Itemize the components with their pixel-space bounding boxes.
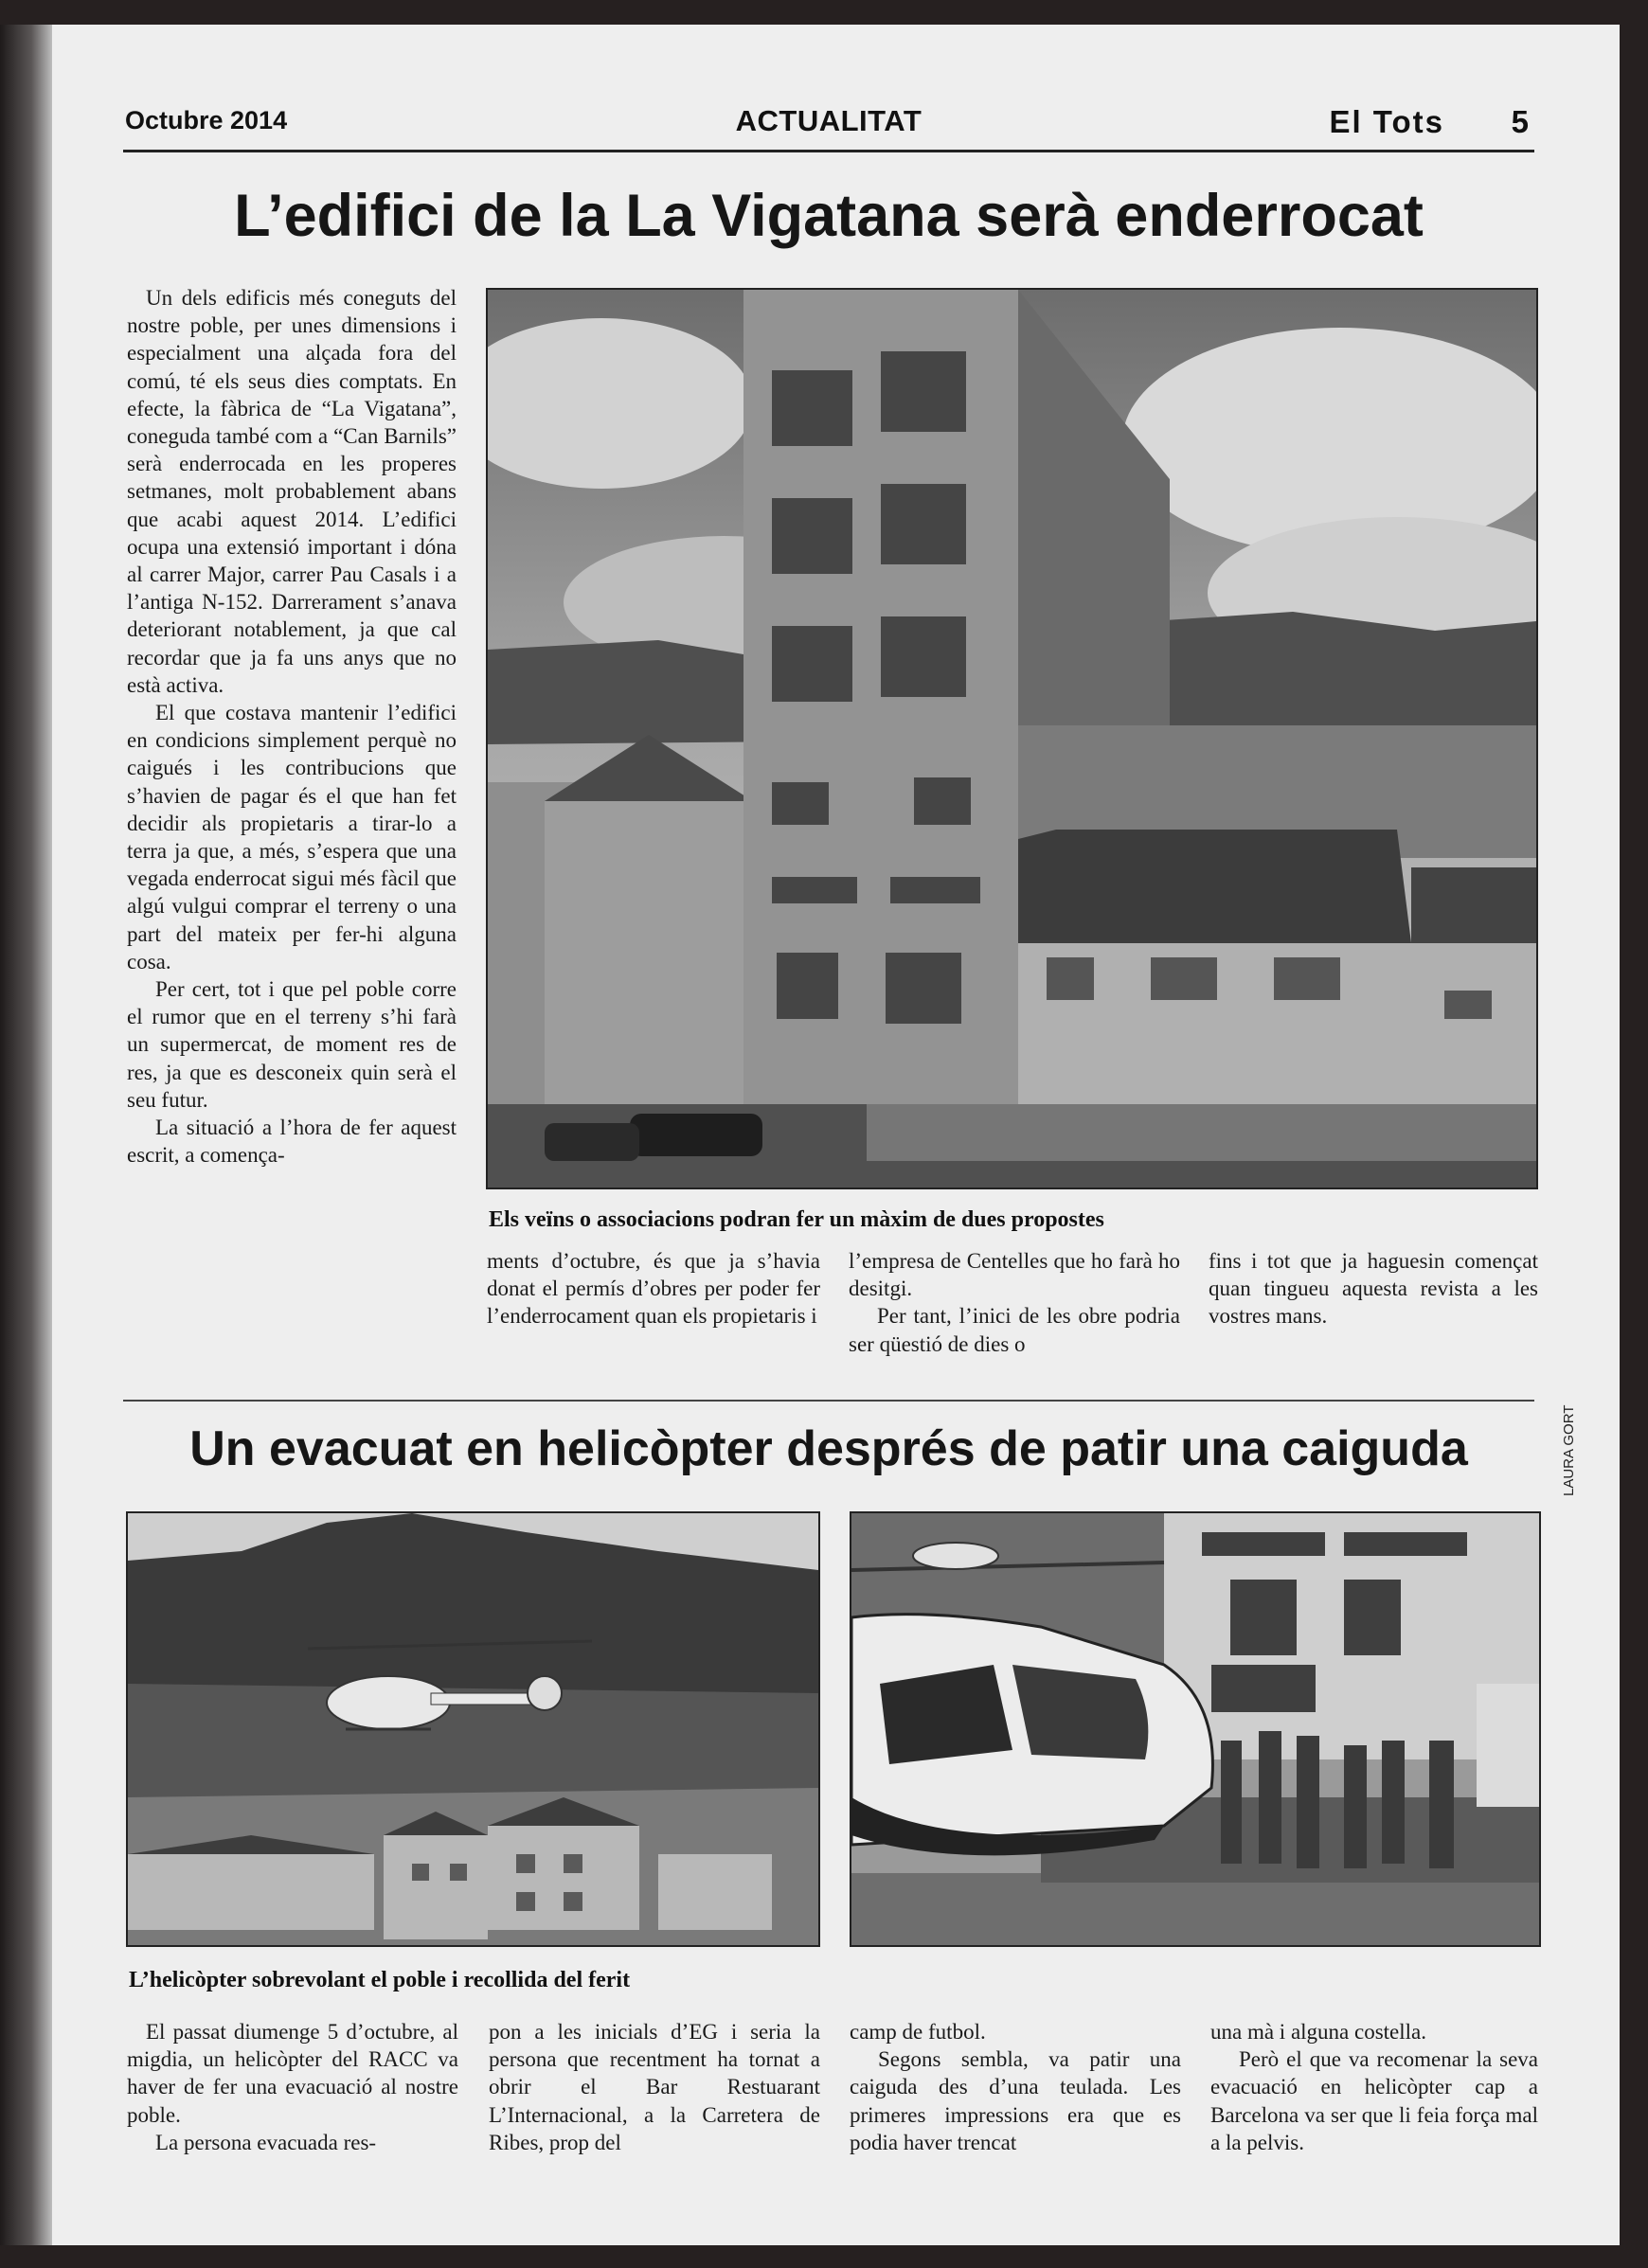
article2-headline: Un evacuat en helicòpter després de patir una caiguda	[189, 1421, 1468, 1476]
article2-column-2	[489, 2018, 820, 2156]
article1-paragraph: Un dels edificis més coneguts del nostre poble, per unes dimensions i especialment una alçada fora del comú, té els seus dies comptats. En efecte, la fàbrica de “La Vigatana”, coneguda també com a “Can Barnils” serà enderrocada en les properes setmanes, molt probablement abans que acabi aquest 2014. L’edifici ocupa una extensió important i dóna al carrer Major, carrer Pau Casals i a l’antiga N-152. Darrerament s’anava deteriorant notablement, ja que cal recordar que ja fa uns anys que no està activa.	[127, 286, 457, 697]
article1-paragraph: Per tant, l’inici de les obre podria ser qüestió de dies o	[849, 1304, 1180, 1356]
building-photo	[486, 288, 1538, 1189]
article1-column-3	[849, 1247, 1180, 1358]
article2-column-3	[850, 2018, 1181, 2156]
photo-credit: LAURA GORT	[1561, 1404, 1577, 1496]
article1-paragraph: fins i tot que ja haguesin començat quan tingueu aquesta revista a les vostres mans.	[1209, 1249, 1538, 1329]
article2-column-1	[127, 2018, 458, 2156]
header-divider	[123, 150, 1534, 152]
article-divider	[123, 1400, 1534, 1402]
article1-paragraph: ments d’octubre, és que ja s’havia donat el permís d’obres per poder fer l’enderrocament quan els propietaris i	[487, 1249, 820, 1329]
section-title: ACTUALITAT	[735, 104, 923, 137]
issue-date: Octubre 2014	[125, 106, 288, 134]
rescue-team-photo	[850, 1511, 1541, 1947]
article2-paragraph: El passat diumenge 5 d’octubre, al migdia, un helicòpter del RACC va haver de fer una evacuació al nostre poble.	[127, 2020, 458, 2127]
publication-name: El Tots	[1329, 104, 1444, 139]
article1-column-1	[127, 284, 457, 1170]
article1-paragraph: La situació a l’hora de fer aquest escrit, a comença-	[127, 1116, 457, 1168]
article1-caption: Els veïns o associacions podran fer un màxim de dues propostes	[489, 1207, 1104, 1232]
article1-paragraph: El que costava mantenir l’edifici en condicions simplement perquè no caigués i les contribucions que s’havien de pagar és el que han fet decidir als propietaris a tirar-lo a terra ja que, a més, s’espera que una vegada enderrocat sigui més fàcil que algú vulgui comprar el terreny o una part del mateix per fer-hi alguna cosa.	[127, 701, 457, 973]
article1-column-2	[487, 1247, 820, 1330]
article1-headline: L’edifici de la La Vigatana serà enderrocat	[234, 183, 1424, 249]
article2-paragraph: Segons sembla, va patir una caiguda des d’una teulada. Les primeres impressions era que es podia haver trencat	[850, 2047, 1181, 2154]
article2-paragraph: camp de futbol.	[850, 2020, 986, 2044]
article1-paragraph: l’empresa de Centelles que ho farà ho desitgi.	[849, 1249, 1180, 1301]
article2-paragraph: Però el que va recomenar la seva evacuació en helicòpter cap a Barcelona va ser que li feia força mal a la pelvis.	[1210, 2047, 1538, 2154]
helicopter-flying-photo	[126, 1511, 820, 1947]
page-header	[123, 102, 1534, 150]
article1-column-4	[1209, 1247, 1538, 1330]
article2-paragraph: una mà i alguna costella.	[1210, 2020, 1427, 2044]
page-fold-shadow	[0, 25, 52, 2245]
article2-paragraph: La persona evacuada res-	[155, 2130, 377, 2154]
article2-column-4	[1210, 2018, 1538, 2156]
article2-paragraph: pon a les inicials d’EG i seria la persona que recentment ha tornat a obrir el Bar Restuarant L’Internacional, a la Carretera de Ribes, prop del	[489, 2020, 820, 2154]
article2-caption: L’helicòpter sobrevolant el poble i recollida del ferit	[129, 1968, 631, 1992]
article1-paragraph: Per cert, tot i que pel poble corre el rumor que en el terreny s’hi farà un supermercat, de moment res de res, ja que es desconeix quin serà el seu futur.	[127, 977, 457, 1112]
page-number: 5	[1511, 104, 1529, 139]
